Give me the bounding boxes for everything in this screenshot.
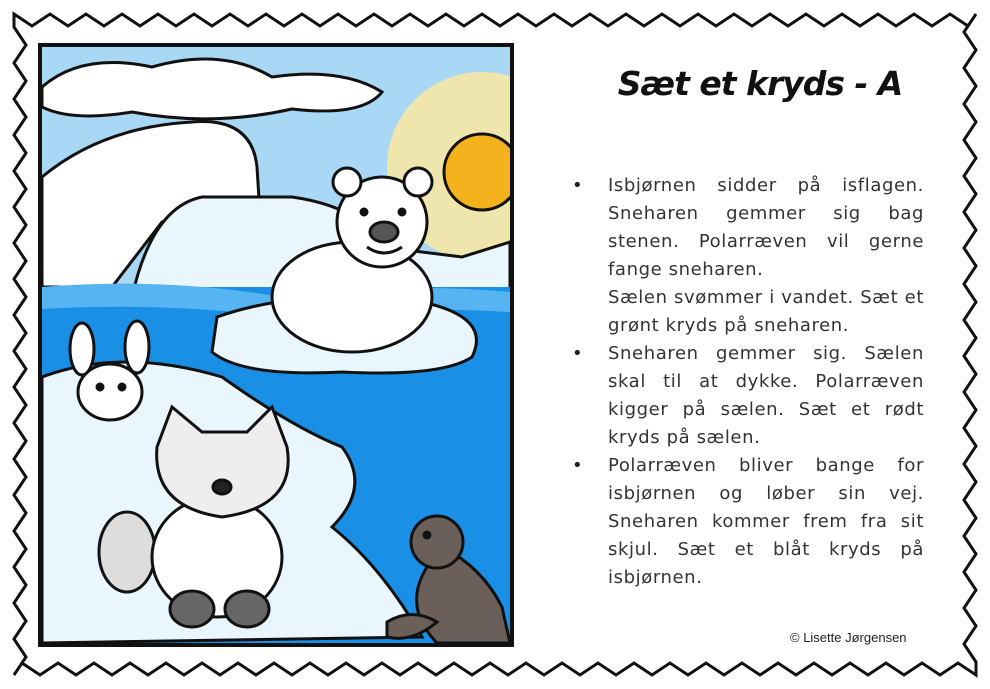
snow-hare-ear-left — [70, 323, 94, 375]
task-item — [568, 452, 924, 592]
task-text: Isbjørnen sidder på isflagen. Sneharen gemmer sig bag stenen. Polarræven vil gerne fange sneharen. — [608, 175, 924, 280]
task-item — [568, 172, 924, 340]
polar-bear-ear-left — [333, 168, 361, 196]
bullet: • — [572, 343, 584, 364]
arctic-fox-nose — [213, 480, 231, 494]
arctic-fox-paw-left — [170, 591, 214, 627]
polar-bear-nose — [370, 222, 398, 242]
illustration-panel — [38, 43, 514, 647]
sun — [444, 134, 510, 210]
polar-bear-eye-right — [399, 209, 405, 215]
polar-bear-ear-right — [404, 168, 432, 196]
snow-hare-head — [78, 364, 142, 420]
arctic-fox-tail — [99, 512, 155, 592]
seal-head — [411, 516, 463, 568]
copyright-notice: © Lisette Jørgensen — [790, 630, 907, 645]
polar-bear-eye-left — [361, 209, 367, 215]
arctic-scene-illustration — [42, 47, 510, 643]
task-text: Sneharen gemmer sig. Sælen skal til at dykke. Polarræven kigger på sælen. Sæt et rødt kryds på sælen. — [608, 343, 924, 448]
worksheet-title: Sæt et kryds - A — [617, 64, 903, 103]
task-text: Sælen svømmer i vandet. Sæt et grønt kryds på sneharen. — [608, 287, 924, 336]
bullet: • — [572, 455, 584, 476]
task-item — [568, 340, 924, 452]
arctic-fox-paw-right — [225, 591, 269, 627]
task-text: Polarræven bliver bange for isbjørnen og løber sin vej. Sneharen kommer frem fra sit skjul. Sæt et blåt kryds på isbjørnen. — [608, 455, 924, 588]
bullet: • — [572, 175, 584, 196]
task-list — [568, 172, 924, 592]
snow-hare-ear-right — [125, 321, 149, 373]
